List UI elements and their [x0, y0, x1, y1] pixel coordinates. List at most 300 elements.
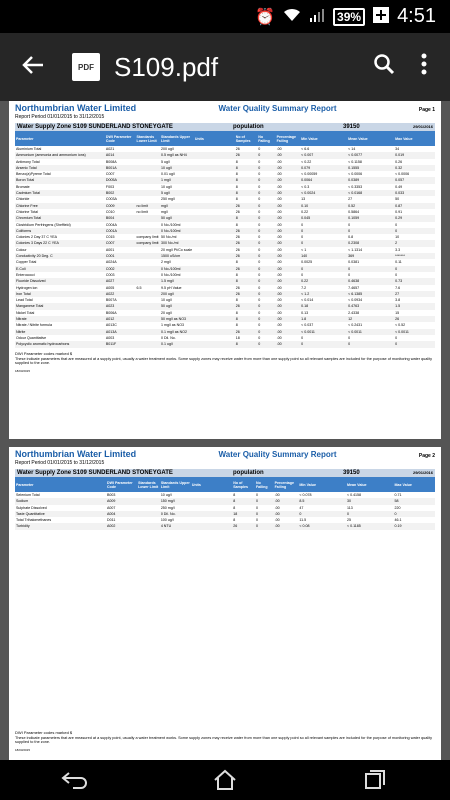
table-cell: 26	[235, 203, 257, 209]
table-cell: 0.91	[395, 209, 403, 214]
clock-time: 4:51	[397, 5, 436, 27]
table-cell: 0	[257, 253, 275, 259]
table-cell: < 0.2431	[348, 323, 363, 328]
table-cell: C009	[105, 203, 136, 209]
table-cell: 0.1555	[347, 165, 394, 171]
table-cell: 0	[394, 511, 435, 517]
table-cell: .00	[274, 498, 299, 504]
table-cell: 0	[395, 222, 398, 227]
table-cell: 7.6	[395, 285, 401, 290]
table-cell: 25	[346, 518, 351, 523]
table-cell: A005	[105, 285, 115, 290]
table-cell: < 1	[301, 247, 307, 252]
column-header: Parameter	[15, 477, 106, 492]
table-cell: Sodium	[15, 498, 106, 504]
table-cell: 8	[235, 310, 238, 315]
table-cell: 0 No./100ml	[160, 266, 194, 272]
table-cell: .00	[276, 172, 282, 177]
table-cell: .00	[276, 209, 282, 214]
table-cell: 0	[300, 240, 347, 246]
table-cell: 0	[258, 298, 261, 303]
table-cell: Fluoride Dissolved	[15, 278, 105, 284]
table-cell: Manganese Total	[15, 303, 105, 309]
column-header: Standards Lower Limit	[136, 131, 160, 146]
table-row	[15, 523, 435, 529]
table-cell: 0	[300, 341, 347, 347]
table-cell: A021	[105, 147, 115, 151]
table-cell: 8	[233, 505, 236, 510]
search-icon[interactable]	[362, 53, 406, 81]
table-cell: Taste Quantitative	[15, 511, 106, 517]
table-cell: .00	[276, 184, 282, 189]
table-cell: 0	[347, 341, 394, 347]
table-cell: 140	[300, 253, 347, 259]
table-cell: 12	[347, 316, 394, 322]
table-cell: Selenium Total	[16, 493, 40, 497]
table-cell: 18	[235, 335, 240, 340]
table-cell: 46.1	[394, 518, 402, 523]
column-header: Parameter	[15, 131, 105, 146]
table-cell: Colour	[16, 247, 27, 252]
table-cell: 0	[394, 341, 435, 347]
table-cell: 7.4657	[348, 285, 360, 290]
table-cell: 26	[235, 240, 257, 246]
nav-home-icon[interactable]	[205, 765, 245, 795]
table-cell: 10 ug/l	[160, 493, 172, 497]
table-cell: .00	[276, 177, 301, 183]
table-cell: .00	[276, 152, 301, 158]
table-cell: < 6.1385	[347, 291, 394, 297]
table-cell: 0.11	[395, 260, 402, 265]
table-cell: 0.019	[394, 152, 435, 158]
table-cell: .00	[276, 285, 282, 290]
report-date: 29/01/2016	[412, 470, 433, 475]
table-cell: < 0.52	[395, 323, 406, 328]
table-cell: mg/l	[160, 203, 194, 209]
footnote-text: These indicate parameters that are measured at a supply point, usually a water treatment works. Some supply zones may receive water from more than one supply point so all relevant samples are included for the purpose of monitoring water quality supplied to the zone.	[15, 356, 433, 365]
column-header: DWI Parameter Code	[105, 131, 136, 146]
table-cell: < 0.00059	[301, 172, 318, 177]
table-cell: F003	[105, 184, 115, 189]
table-cell: 0.2308	[347, 240, 394, 246]
table-cell: < 0.0006	[348, 172, 363, 177]
table-cell: 0.18	[300, 303, 347, 309]
report-title: Water Quality Summary Report	[218, 104, 337, 113]
table-cell: A023	[105, 303, 136, 309]
table-cell: 20 mg/l Pt/Co scale	[161, 247, 193, 252]
table-cell: 0.5864	[348, 209, 360, 214]
table-cell: .00	[274, 493, 280, 497]
table-cell: 0 No./100ml	[161, 272, 181, 277]
table-cell: 8	[235, 197, 238, 202]
table-cell: 26	[235, 247, 240, 252]
zone-name: Water Supply Zone S109 SUNDERLAND STONEYGATE	[17, 470, 173, 476]
table-cell: 0.22	[300, 278, 347, 284]
column-header: Mean Value	[346, 477, 394, 492]
footnote	[15, 351, 435, 365]
column-header: Min Value	[298, 477, 346, 492]
report-date: 29/01/2016	[412, 124, 433, 129]
table-cell: 10 ug/l	[160, 165, 194, 171]
table-cell: 13	[301, 197, 306, 202]
pdf-viewer[interactable]	[0, 101, 450, 760]
table-cell: 26	[235, 147, 240, 151]
table-cell: 0	[301, 272, 304, 277]
table-cell: 0	[258, 285, 261, 290]
table-cell: 0	[258, 260, 261, 265]
table-cell: Polycyclic aromatic hydrocarbons	[15, 341, 105, 347]
table-cell: Aluminium Total	[16, 147, 42, 151]
table-cell: 8	[235, 165, 257, 171]
table-cell: Colonies 3 Days 22 C YEA	[15, 240, 105, 246]
table-cell: .00	[276, 291, 301, 297]
table-cell: 6.5	[136, 285, 142, 290]
table-cell: Iron Total	[15, 291, 105, 297]
status-bar	[0, 0, 450, 33]
table-cell: Chlorine Free	[15, 203, 105, 209]
table-cell: 26	[235, 303, 257, 309]
table-cell: 0	[257, 152, 275, 158]
table-cell: 0.057	[394, 177, 435, 183]
table-cell: 0.19	[394, 523, 435, 529]
table-cell: 200 ug/l	[161, 147, 174, 151]
column-header: No Failing	[255, 477, 274, 492]
table-cell: 4 NTU	[160, 523, 191, 529]
table-cell: A024A	[105, 260, 117, 265]
table-cell: 0.4763	[347, 303, 394, 309]
table-cell: 0 No./100ml	[160, 228, 194, 234]
table-cell: 8	[233, 518, 236, 523]
table-cell: 0	[347, 266, 394, 272]
table-cell: 0.079	[300, 165, 347, 171]
table-cell: 0.52	[347, 203, 394, 209]
column-header: Mean Value	[347, 131, 394, 146]
table-cell: 0	[258, 310, 261, 315]
nav-back-icon[interactable]	[55, 765, 95, 795]
table-cell: B001A	[105, 165, 136, 171]
column-header: No of Samples	[232, 477, 255, 492]
table-cell: Turbidity	[15, 523, 106, 529]
company-name: Northumbrian Water Limited	[15, 103, 137, 113]
quality-table	[15, 477, 435, 530]
table-cell: Total Trihalomethanes	[16, 518, 52, 523]
table-cell: 0	[257, 240, 275, 246]
pdf-file-icon: PDF	[72, 53, 100, 81]
table-cell: 0	[257, 266, 275, 272]
table-cell: 0.13	[301, 310, 309, 315]
table-cell: 369	[347, 253, 394, 259]
arrow-left-icon[interactable]	[22, 52, 62, 82]
table-cell: 150 mg/l	[160, 498, 191, 504]
table-cell: 0	[301, 222, 304, 227]
table-cell: 0.0381	[348, 260, 360, 265]
column-header: No Failing	[257, 131, 275, 146]
print-stamp: 18/03/2015	[15, 368, 31, 373]
table-cell: 0	[257, 341, 275, 347]
table-cell: A007	[107, 505, 116, 510]
table-cell: 26	[232, 523, 255, 529]
table-cell: < 0.3353	[348, 184, 363, 189]
table-cell: 26	[235, 285, 240, 290]
page-number: Page 2	[418, 453, 435, 459]
table-cell: 0	[258, 323, 261, 328]
table-cell: 0.033	[394, 190, 435, 196]
table-cell: Chromium Total	[15, 215, 105, 221]
quality-table	[15, 131, 435, 348]
table-cell: 3.3	[395, 247, 401, 252]
table-row	[15, 341, 435, 347]
table-cell: 0	[300, 266, 347, 272]
table-cell: 0	[301, 335, 304, 340]
pdf-page-2	[9, 447, 441, 760]
table-cell: 1 mg/l	[160, 177, 194, 183]
table-cell: 0.0064	[300, 177, 347, 183]
report-period: Report Period 01/01/2015 to 31/12/2015	[15, 114, 105, 120]
table-cell: Hydrogen ion	[16, 285, 38, 290]
table-cell: 0	[394, 228, 435, 234]
table-cell: < 0.0168	[347, 190, 394, 196]
table-cell: 0	[255, 505, 258, 510]
table-cell: 8.5	[298, 498, 346, 504]
table-cell: 8	[232, 498, 255, 504]
table-cell: 0	[298, 511, 346, 517]
table-cell: 0	[257, 303, 275, 309]
table-cell: Lead Total	[16, 298, 33, 303]
table-cell: 0	[255, 493, 258, 497]
table-cell: 2	[394, 240, 435, 246]
zone-banner	[15, 469, 435, 477]
table-cell: A004	[106, 511, 137, 517]
table-cell: 0	[258, 272, 261, 277]
table-cell: .00	[276, 203, 301, 209]
table-cell: C007	[105, 172, 115, 177]
table-cell: < 0.1185	[346, 523, 394, 529]
table-cell: C003	[105, 272, 115, 277]
table-cell: 0	[258, 184, 261, 189]
more-vert-icon[interactable]	[406, 53, 442, 81]
table-cell: 8	[235, 323, 238, 328]
table-cell: 58	[394, 498, 435, 504]
pdf-page-1	[9, 101, 441, 439]
table-cell: .00	[274, 505, 280, 510]
table-cell: B004	[105, 215, 136, 221]
table-cell: 8	[235, 272, 238, 277]
table-cell: Cadmium Total	[15, 190, 105, 196]
table-cell: 26	[235, 291, 257, 297]
table-cell: .00	[276, 147, 282, 151]
footnote-heading: DWI Parameter codes marked $	[15, 350, 73, 356]
table-cell: 0.71	[394, 493, 402, 497]
footnote-text: These indicate parameters that are measured at a supply point, usually a water treatment works. Some supply zones may receive water from more than one supply point so all relevant samples are included for the purpose of monitoring water quality supplied to the zone.	[15, 736, 433, 744]
table-cell: 8	[235, 341, 257, 347]
table-cell: .00	[276, 240, 301, 246]
table-cell: 8	[235, 215, 257, 221]
table-cell: 250 mg/l	[161, 197, 175, 202]
table-cell: 0	[301, 235, 304, 240]
table-cell: Nickel Total	[16, 310, 35, 315]
table-cell: 50 ug/l	[160, 303, 194, 309]
table-cell: 8	[235, 260, 238, 265]
table-cell: 0	[258, 197, 261, 202]
table-cell: .00	[276, 316, 301, 322]
table-cell: 0.1059	[347, 215, 394, 221]
footnote	[15, 730, 435, 744]
column-header: Units	[194, 131, 235, 146]
table-cell: 26	[235, 228, 257, 234]
table-cell: 0.4638	[347, 278, 394, 284]
table-cell: 1 mg/l as NO3	[161, 323, 184, 328]
table-cell: .00	[276, 266, 301, 272]
table-cell: A022	[105, 291, 136, 297]
table-cell: .00	[276, 260, 282, 265]
footnote-heading: DWI Parameter codes marked $	[15, 730, 73, 735]
column-header: Percentage Failing	[276, 131, 301, 146]
table-cell: 8	[235, 177, 257, 183]
table-cell: B003	[107, 493, 116, 497]
table-cell: 27	[348, 197, 353, 202]
table-cell: 3.8	[395, 298, 401, 303]
table-cell: 1.5 mg/l	[160, 278, 194, 284]
table-header	[15, 477, 435, 492]
table-cell: < 0.0011	[300, 329, 347, 335]
table-cell: .00	[276, 190, 301, 196]
population-value: 39150	[343, 124, 360, 130]
nav-bar	[0, 760, 450, 800]
table-cell: 26	[235, 152, 257, 158]
table-cell: .00	[276, 329, 301, 335]
table-cell: < 0.22	[301, 159, 312, 164]
table-cell: 26	[235, 329, 257, 335]
table-cell: .00	[276, 272, 282, 277]
table-cell: 300 No./ml	[160, 240, 194, 246]
document-title: S109.pdf	[114, 51, 219, 82]
table-cell: 0.49	[395, 184, 403, 189]
table-cell: .00	[274, 518, 280, 523]
table-cell: 47	[299, 505, 304, 510]
table-cell: 26	[235, 235, 240, 240]
column-header: DWI Parameter Code	[106, 477, 137, 492]
table-cell: 0.73	[394, 278, 435, 284]
table-cell: < 0.0011	[394, 329, 435, 335]
table-cell: 50 mg/l as NO3	[160, 316, 194, 322]
table-cell: .00	[276, 323, 282, 328]
table-cell: Arsenic Total	[15, 165, 105, 171]
table-cell: 0	[348, 335, 351, 340]
table-cell: 0	[257, 190, 275, 196]
table-cell: 8	[235, 298, 238, 303]
table-cell: 0	[258, 247, 261, 252]
table-cell: B007A	[105, 298, 117, 303]
nav-recent-icon[interactable]	[355, 765, 395, 795]
table-cell: 0.1 ug/l	[160, 341, 194, 347]
wifi-icon	[283, 7, 301, 26]
table-cell: 0	[257, 228, 275, 234]
table-cell: Clostridium Perfringens (Sheffield)	[16, 222, 71, 227]
table-cell: 0.8	[348, 235, 354, 240]
table-cell: < 0.014	[301, 298, 314, 303]
alarm-icon: ⏰	[255, 7, 276, 26]
column-header: Standards Upper Limit	[160, 131, 194, 146]
table-cell: 8	[235, 222, 238, 227]
table-cell: A013C	[105, 323, 117, 328]
table-cell: no limit	[136, 209, 148, 214]
table-cell: 2 mg/l	[161, 260, 171, 265]
table-header	[15, 131, 435, 146]
table-cell: 0	[257, 165, 275, 171]
table-cell: .00	[276, 228, 301, 234]
table-cell: < 0.037	[301, 323, 314, 328]
zone-name: Water Supply Zone S109 SUNDERLAND STONEYGATE	[17, 124, 173, 130]
table-cell: A014	[105, 152, 136, 158]
table-cell: < 0.0006	[395, 172, 410, 177]
table-cell: Chloride	[16, 197, 30, 202]
table-cell: company limit	[136, 241, 159, 246]
table-cell: .00	[276, 303, 301, 309]
table-cell: 0 No./100ml	[161, 222, 181, 227]
table-cell: 0	[347, 228, 394, 234]
table-cell: Bromate	[16, 184, 30, 189]
table-cell: B002	[105, 190, 136, 196]
table-cell: *******	[394, 253, 435, 259]
table-cell: 250 mg/l	[160, 505, 175, 510]
table-cell: 113	[346, 505, 353, 510]
table-cell: 30	[346, 498, 394, 504]
table-cell: 10	[395, 235, 400, 240]
table-cell: < 0.0077	[347, 152, 394, 158]
table-cell: Odour Quantitative	[16, 335, 47, 340]
table-cell: 26	[235, 253, 257, 259]
table-cell: 0	[255, 498, 274, 504]
table-cell: < 0.0024	[300, 190, 347, 196]
table-cell: 15	[395, 310, 400, 315]
table-cell: 5 ug/l	[161, 159, 170, 164]
table-cell: 26	[235, 266, 257, 272]
table-cell: A012	[105, 316, 136, 322]
table-cell: 0.29	[394, 215, 435, 221]
table-cell: A003	[105, 335, 115, 340]
column-header: Percentage Failing	[274, 477, 299, 492]
table-cell: 7.2	[301, 285, 307, 290]
table-cell: 8	[235, 190, 257, 196]
table-cell: 0.87	[394, 203, 435, 209]
company-name: Northumbrian Water Limited	[15, 449, 137, 459]
table-cell: 0	[348, 272, 351, 277]
table-cell: A001	[105, 247, 115, 252]
column-header: Max Value	[394, 131, 435, 146]
table-cell: 8	[235, 172, 238, 177]
signal-icon	[309, 7, 325, 26]
table-cell: 0 Dil. No.	[160, 511, 191, 517]
table-cell: .00	[276, 341, 301, 347]
table-cell: 200 ug/l	[160, 291, 194, 297]
table-cell: 0	[346, 511, 394, 517]
table-cell	[137, 523, 160, 529]
table-cell: < 0.1158	[348, 159, 362, 164]
column-header: Min Value	[300, 131, 347, 146]
table-cell: 0.5 mg/l as NH4	[160, 152, 194, 158]
zone-banner	[15, 123, 435, 131]
table-cell: Sulphate Dissolved	[16, 505, 47, 510]
table-cell: 0	[257, 329, 275, 335]
table-cell: .00	[274, 523, 299, 529]
column-header: Standards Lower Limit	[137, 477, 160, 492]
table-cell: 50 ug/l	[160, 215, 194, 221]
table-cell: 8	[235, 159, 238, 164]
table-cell: 0 Dil. No.	[161, 335, 176, 340]
table-cell: Coliforms	[15, 228, 105, 234]
report-title: Water Quality Summary Report	[218, 450, 337, 459]
table-cell: 0	[257, 177, 275, 183]
